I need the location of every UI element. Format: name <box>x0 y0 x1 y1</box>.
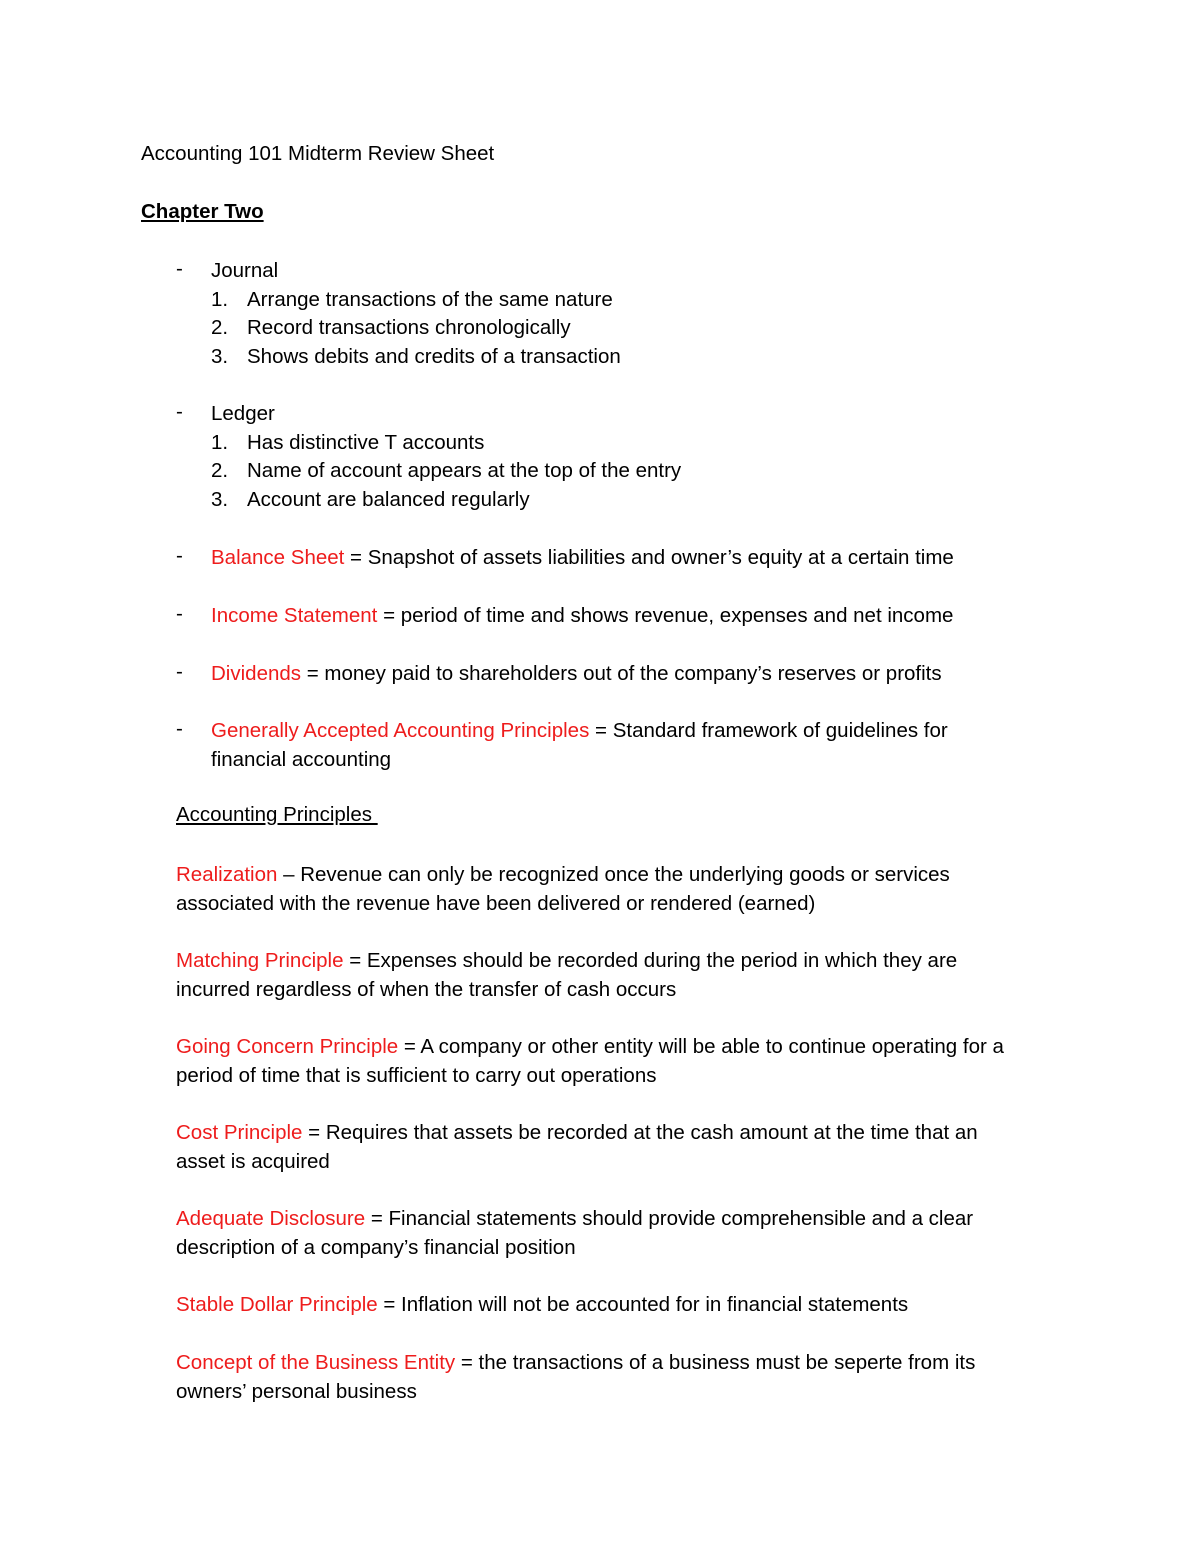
definition-balance-sheet <box>176 544 1036 573</box>
definition-text: = Standard framework of guidelines for financial accounting <box>211 719 948 771</box>
journal-label: Journal <box>211 259 279 282</box>
ledger-list <box>211 429 1036 515</box>
definition-text: = period of time and shows revenue, expenses and net income <box>377 604 954 627</box>
list-item <box>211 343 1036 372</box>
principle-term: Adequate Disclosure <box>176 1207 366 1230</box>
principle-text: = Inflation will not be accounted for in financial statements <box>377 1293 909 1316</box>
principle-term: Matching Principle <box>176 949 344 972</box>
dash-bullet: - <box>176 544 183 567</box>
dash-bullet: - <box>176 602 183 625</box>
list-item <box>211 429 1036 458</box>
definition-term: Income Statement <box>211 604 378 627</box>
dash-bullet: - <box>176 400 183 423</box>
definition-term: Balance Sheet <box>211 546 345 569</box>
definition-text: = money paid to shareholders out of the company’s reserves or profits <box>301 662 942 685</box>
ledger-label: Ledger <box>211 402 275 425</box>
list-number: 1. <box>211 430 229 454</box>
journal-section <box>176 257 1036 372</box>
principle-adequate-disclosure <box>176 1205 1026 1262</box>
list-item-text: Has distinctive T accounts <box>247 430 485 454</box>
definition-income-statement <box>176 602 1036 631</box>
definition-term: Generally Accepted Accounting Principles <box>211 719 590 742</box>
list-item-text: Account are balanced regularly <box>247 488 530 512</box>
definition-gaap <box>176 717 996 774</box>
principle-term: Realization <box>176 863 278 886</box>
definition-dividends <box>176 660 1036 689</box>
list-number: 1. <box>211 287 229 311</box>
principle-term: Cost Principle <box>176 1121 303 1144</box>
principle-text: = Requires that assets be recorded at the cash amount at the time that an asset is acquired <box>176 1121 978 1173</box>
list-number: 3. <box>211 488 229 512</box>
list-item-text: Name of account appears at the top of the entry <box>247 459 682 483</box>
ledger-section <box>176 400 1036 515</box>
chapter-heading: Chapter Two <box>141 200 264 223</box>
principle-going-concern <box>176 1033 1061 1090</box>
list-item <box>211 457 1036 486</box>
principle-text: – Revenue can only be recognized once the underlying goods or services associated with the revenue have been delivered or rendered (earned) <box>176 863 950 915</box>
principle-stable-dollar <box>176 1291 1061 1320</box>
dash-bullet: - <box>176 717 183 740</box>
dash-bullet: - <box>176 660 183 683</box>
principle-text: = Expenses should be recorded during the period in which they are incurred regardless of when the transfer of cash occurs <box>176 949 958 1001</box>
list-item <box>211 286 1036 315</box>
principle-text: = Financial statements should provide comprehensible and a clear description of a company’s financial position <box>176 1207 974 1259</box>
principle-term: Going Concern Principle <box>176 1035 399 1058</box>
list-item <box>211 486 1036 515</box>
principle-cost <box>176 1119 1031 1176</box>
principle-business-entity <box>176 1349 1026 1406</box>
list-item <box>211 314 1036 343</box>
list-number: 2. <box>211 459 229 483</box>
list-item-text: Shows debits and credits of a transaction <box>247 345 621 369</box>
principles-heading: Accounting Principles <box>176 803 378 826</box>
document-title: Accounting 101 Midterm Review Sheet <box>141 142 495 165</box>
dash-bullet: - <box>176 257 183 280</box>
list-number: 2. <box>211 316 229 340</box>
principle-realization <box>176 861 986 918</box>
list-item-text: Arrange transactions of the same nature <box>247 287 613 311</box>
list-item-text: Record transactions chronologically <box>247 316 571 340</box>
journal-list <box>211 286 1036 372</box>
principle-text: = the transactions of a business must be seperte from its owners’ personal business <box>176 1351 976 1403</box>
principle-matching <box>176 947 1016 1004</box>
principle-term: Concept of the Business Entity <box>176 1351 456 1374</box>
list-number: 3. <box>211 345 229 369</box>
definition-text: = Snapshot of assets liabilities and owner’s equity at a certain time <box>344 546 954 569</box>
principle-text: = A company or other entity will be able to continue operating for a period of time that is sufficient to carry out operations <box>176 1035 1004 1087</box>
principle-term: Stable Dollar Principle <box>176 1293 378 1316</box>
definition-term: Dividends <box>211 662 302 685</box>
